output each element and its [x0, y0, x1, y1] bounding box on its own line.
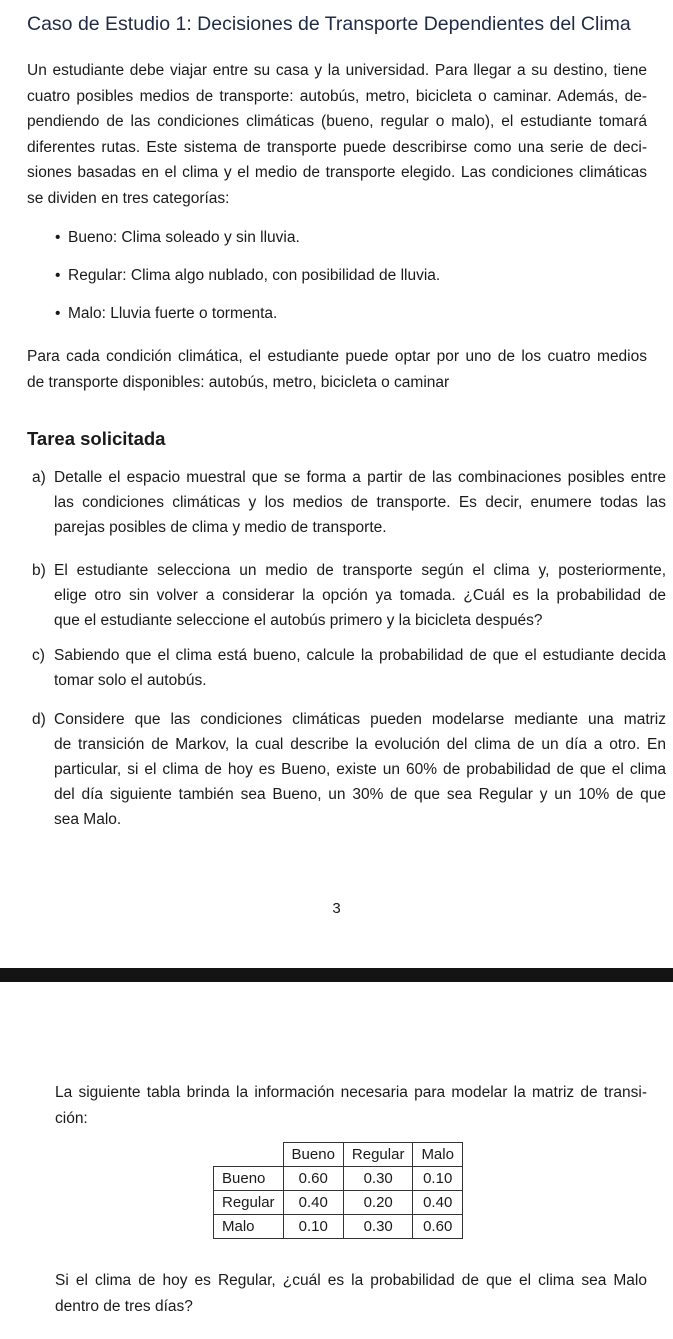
task-item-c	[32, 643, 666, 693]
column-header: Malo	[413, 1143, 463, 1167]
text-line: parejas posibles de clima y medio de transporte.	[54, 519, 387, 536]
table-cell: 0.30	[343, 1167, 413, 1191]
bullet-text: Malo: Lluvia fuerte o tormenta.	[68, 305, 278, 322]
table-cell: 0.60	[413, 1215, 463, 1239]
text-line: diferentes rutas. Este sistema de transporte puede describirse como una serie de deci-	[27, 138, 647, 156]
page-divider	[0, 968, 673, 982]
bullet-icon: •	[55, 229, 61, 246]
text-line: que el estudiante seleccione el autobús primero y la bicicleta después?	[54, 612, 543, 629]
table-header-row	[214, 1143, 463, 1167]
text-line: Sabiendo que el clima está bueno, calcule la probabilidad de que el estudiante decida	[54, 647, 666, 664]
task-item-d	[32, 707, 666, 832]
text-line: elige otro sin volver a considerar la opción ya tomada. ¿Cuál es la probabilidad de	[54, 587, 666, 604]
text-line: siones basadas en el clima y el medio de transporte elegido. Las condiciones climáticas	[27, 164, 647, 181]
text-line: Considere que las condiciones climáticas pueden modelarse mediante una matriz	[54, 711, 666, 728]
text-line: La siguiente tabla brinda la información necesaria para modelar la matriz de transi-	[55, 1084, 647, 1101]
row-header: Malo	[214, 1215, 284, 1239]
text-line: las condiciones climáticas y los medios de transporte. Es decir, enumere todas las	[54, 494, 666, 511]
item-label: d)	[32, 711, 46, 728]
transport-paragraph	[27, 344, 647, 395]
intro-paragraph	[27, 58, 647, 211]
page-title: Caso de Estudio 1: Decisiones de Transporte Dependientes del Clima	[27, 13, 631, 35]
final-question-paragraph	[55, 1268, 647, 1319]
task-item-b	[32, 558, 666, 633]
table-row	[214, 1191, 463, 1215]
table-intro-paragraph	[55, 1080, 647, 1131]
text-line: Si el clima de hoy es Regular, ¿cuál es la probabilidad de que el clima sea Malo	[55, 1272, 647, 1289]
text-line: tomar solo el autobús.	[54, 672, 207, 689]
bullet-item	[55, 229, 300, 247]
table-row	[214, 1167, 463, 1191]
column-header: Regular	[343, 1143, 413, 1167]
table-cell: 0.30	[343, 1215, 413, 1239]
bullet-icon: •	[55, 267, 61, 284]
table-cell: 0.40	[413, 1191, 463, 1215]
item-label: a)	[32, 469, 46, 486]
bullet-text: Regular: Clima algo nublado, con posibilidad de lluvia.	[68, 267, 441, 284]
text-line: sea Malo.	[54, 811, 122, 828]
text-line: Detalle el espacio muestral que se forma a partir de las combinaciones posibles entre	[54, 469, 666, 486]
item-label: b)	[32, 562, 46, 579]
bullet-item	[55, 267, 440, 285]
table-corner-cell	[214, 1143, 284, 1167]
item-label: c)	[32, 647, 45, 664]
bullet-item	[55, 305, 277, 323]
table-row	[214, 1215, 463, 1239]
table-cell: 0.10	[413, 1167, 463, 1191]
page-number: 3	[332, 900, 341, 917]
text-line: de transición de Markov, la cual describe la evolución del clima de un día a otro. En	[54, 736, 666, 753]
column-header: Bueno	[283, 1143, 343, 1167]
text-line: pendiendo de las condiciones climáticas (bueno, regular o malo), el estudiante tomará	[27, 113, 647, 130]
transition-matrix-table	[213, 1142, 463, 1239]
text-line: de transporte disponibles: autobús, metro, bicicleta o caminar	[27, 373, 450, 391]
text-line: Un estudiante debe viajar entre su casa y la universidad. Para llegar a su destino, tiene	[27, 62, 647, 79]
text-line: particular, si el clima de hoy es Bueno, existe un 60% de probabilidad de que el clima	[54, 761, 666, 778]
table-cell: 0.60	[283, 1167, 343, 1191]
bullet-text: Bueno: Clima soleado y sin lluvia.	[68, 229, 300, 246]
text-line: El estudiante selecciona un medio de transporte según el clima y, posteriormente,	[54, 562, 666, 579]
text-line: cuatro posibles medios de transporte: autobús, metro, bicicleta o caminar. Además, de-	[27, 87, 647, 105]
row-header: Bueno	[214, 1167, 284, 1191]
section-heading: Tarea solicitada	[27, 428, 166, 449]
text-line: dentro de tres días?	[55, 1297, 193, 1315]
text-line: del día siguiente también sea Bueno, un 30% de que sea Regular y un 10% de que	[54, 786, 666, 803]
task-item-a	[32, 465, 666, 540]
table-cell: 0.10	[283, 1215, 343, 1239]
bullet-icon: •	[55, 305, 61, 322]
text-line: se dividen en tres categorías:	[27, 189, 230, 207]
table-cell: 0.20	[343, 1191, 413, 1215]
text-line: ción:	[55, 1109, 88, 1127]
table-cell: 0.40	[283, 1191, 343, 1215]
row-header: Regular	[214, 1191, 284, 1215]
text-line: Para cada condición climática, el estudiante puede optar por uno de los cuatro medios	[27, 348, 647, 365]
